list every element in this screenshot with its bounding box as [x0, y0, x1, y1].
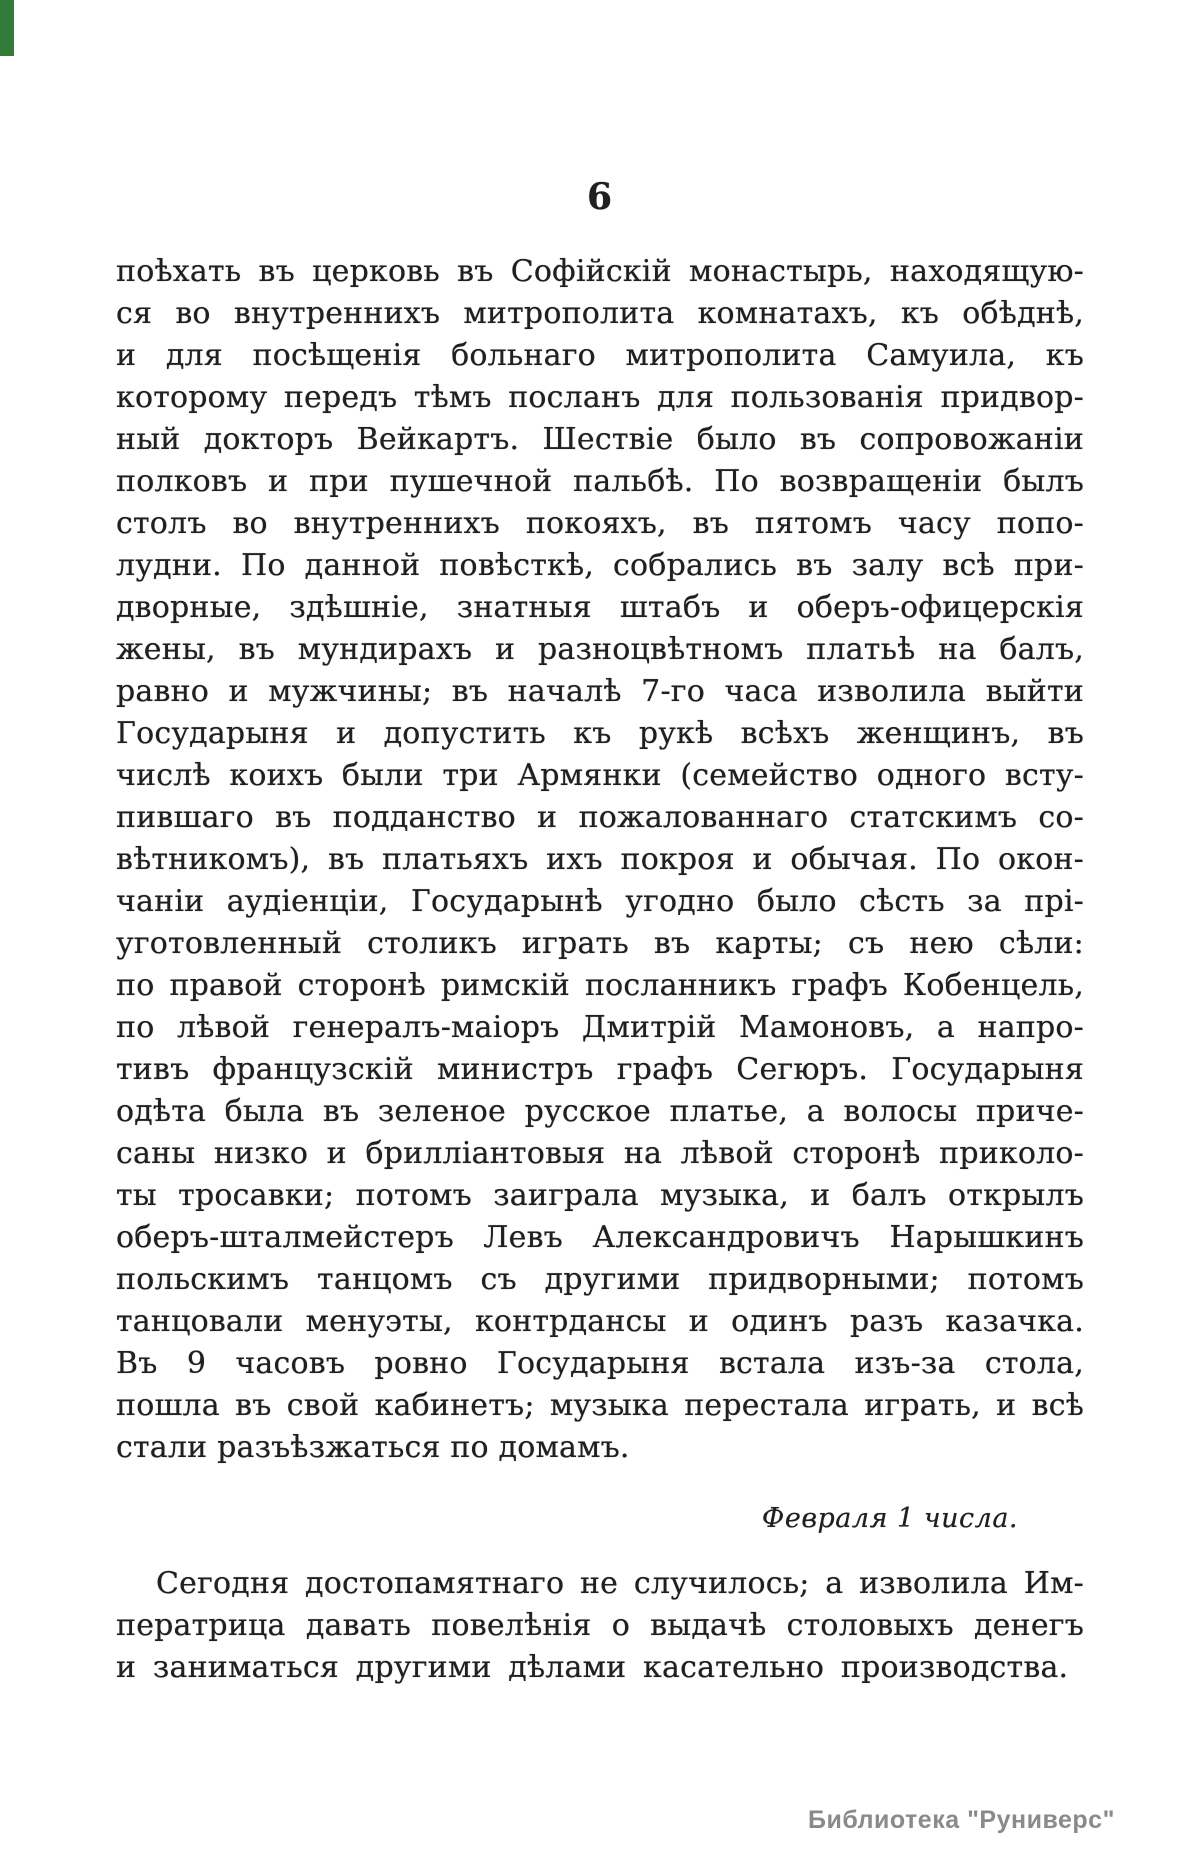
- text-line: дворные, здѣшніе, знатныя штабъ и оберъ-офицерскія: [116, 590, 1084, 625]
- text-line: вѣтникомъ), въ платьяхъ ихъ покроя и обычая. По окон-: [116, 842, 1084, 877]
- date-heading: Февраля 1 числа.: [761, 1503, 1018, 1534]
- text-line: поѣхать въ церковь въ Софійскій монастырь, находящую-: [116, 254, 1084, 289]
- text-line: столъ во внутреннихъ покояхъ, въ пятомъ часу попо-: [116, 506, 1084, 541]
- text-line: ператрица давать повелѣнія о выдачѣ столовыхъ денегъ: [116, 1608, 1084, 1643]
- text-line: одѣта была въ зеленое русское платье, а волосы приче-: [116, 1094, 1084, 1129]
- text-line: Государыня и допустить къ рукѣ всѣхъ женщинъ, въ: [116, 716, 1084, 751]
- text-line: полковъ и при пушечной пальбѣ. По возвращеніи былъ: [116, 464, 1084, 499]
- library-watermark: Библиотека "Руниверс": [808, 1806, 1115, 1834]
- text-line: лудни. По данной повѣсткѣ, собрались въ залу всѣ при-: [116, 548, 1084, 583]
- main-paragraph: [116, 251, 1084, 1469]
- text-line: танцовали менуэты, контрдансы и одинъ разъ казачка.: [116, 1304, 1084, 1339]
- text-line: и для посѣщенія больнаго митрополита Самуила, къ: [116, 338, 1084, 373]
- text-line: по лѣвой генералъ-маіоръ Дмитрій Мамоновъ, а напро-: [116, 1010, 1084, 1045]
- text-line: и заниматься другими дѣлами касательно производства.: [116, 1650, 1069, 1685]
- text-line: ты тросавки; потомъ заиграла музыка, и балъ открылъ: [116, 1178, 1084, 1213]
- text-line: Въ 9 часовъ ровно Государыня встала изъ-за стола,: [116, 1346, 1084, 1381]
- text-line: ный докторъ Вейкартъ. Шествіе было въ сопровожаніи: [116, 422, 1084, 457]
- page-number: 6: [586, 176, 614, 218]
- text-line: Сегодня достопамятнаго не случилось; а изволила Им-: [156, 1566, 1084, 1601]
- text-line: по правой сторонѣ римскій посланникъ графъ Кобенцель,: [116, 968, 1084, 1003]
- text-line: уготовленный столикъ играть въ карты; съ нею сѣли:: [116, 926, 1084, 961]
- text-line: стали разъѣзжаться по домамъ.: [116, 1430, 630, 1465]
- text-line: жены, въ мундирахъ и разноцвѣтномъ платьѣ на балъ,: [116, 632, 1084, 667]
- text-line: пошла въ свой кабинетъ; музыка перестала играть, и всѣ: [116, 1388, 1084, 1423]
- second-paragraph: [116, 1563, 1084, 1689]
- text-line: которому передъ тѣмъ посланъ для пользованія придвор-: [116, 380, 1084, 415]
- text-line: равно и мужчины; въ началѣ 7-го часа изволила выйти: [116, 674, 1084, 709]
- text-line: польскимъ танцомъ съ другими придворными; потомъ: [116, 1262, 1084, 1297]
- text-line: ся во внутреннихъ митрополита комнатахъ, къ обѣднѣ,: [116, 296, 1084, 331]
- text-line: оберъ-шталмейстеръ Левъ Александровичъ Нарышкинъ: [116, 1220, 1084, 1255]
- text-line: чаніи аудіенціи, Государынѣ угодно было сѣсть за прі-: [116, 884, 1084, 919]
- text-line: числѣ коихъ были три Армянки (семейство одного всту-: [116, 758, 1084, 793]
- text-line: тивъ французскій министръ графъ Сегюръ. Государыня: [116, 1052, 1084, 1087]
- scan-corner-mark: [0, 0, 14, 56]
- text-line: пившаго въ подданство и пожалованнаго статскимъ со-: [116, 800, 1084, 835]
- text-line: саны низко и брилліантовыя на лѣвой сторонѣ приколо-: [116, 1136, 1084, 1171]
